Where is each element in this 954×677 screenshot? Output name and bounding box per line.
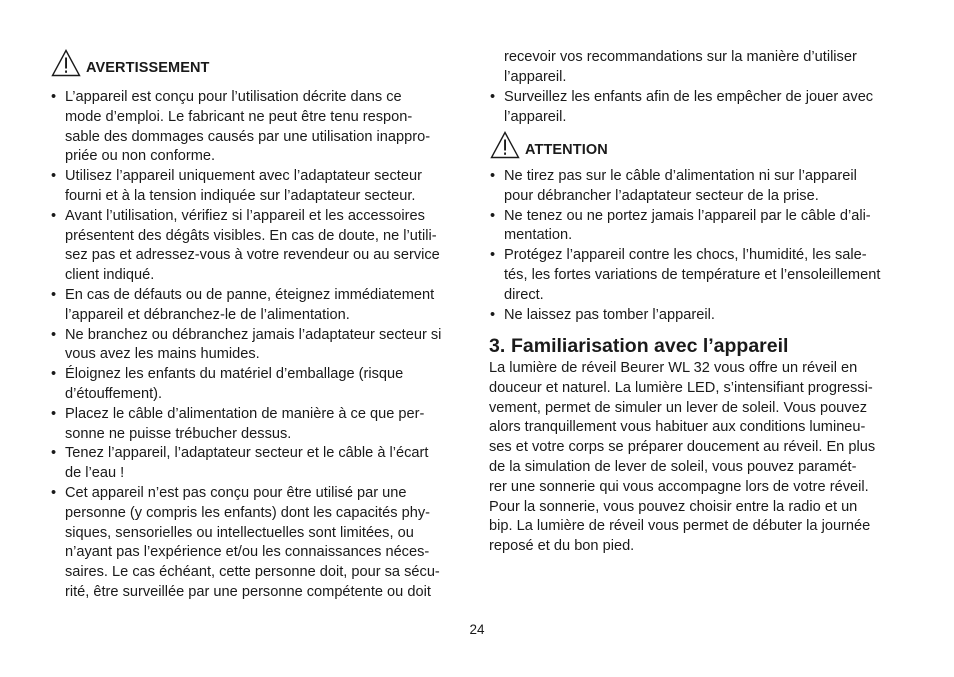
text-line: Pour la sonnerie, vous pouvez choisir entre la radio et un bbox=[489, 498, 858, 515]
list-item-line: sonne ne puisse trébucher dessus. bbox=[65, 425, 292, 442]
list-item-line: sable des dommages causés par une utilisation inappro- bbox=[65, 128, 431, 145]
attention-title: ATTENTION bbox=[525, 142, 608, 158]
attention-list bbox=[487, 167, 907, 325]
list-item-line: • Avant l’utilisation, vérifiez si l’appareil et les accessoires bbox=[65, 207, 425, 224]
list-item-line: saires. Le cas échéant, cette personne doit, pour sa sécu- bbox=[65, 564, 440, 581]
text-line: de la simulation de lever de soleil, vous pouvez paramét- bbox=[489, 458, 857, 475]
list-item-line: rité, être surveillée par une personne compétente ou doit bbox=[65, 583, 431, 600]
list-item-line: l’appareil et débranchez-le de l’alimentation. bbox=[65, 306, 350, 323]
list-item bbox=[487, 306, 907, 326]
list-item-line: vous avez les mains humides. bbox=[65, 346, 260, 363]
list-item-line: siques, sensorielles ou intellectuelles sont limitées, ou bbox=[65, 524, 414, 541]
list-item bbox=[48, 405, 468, 445]
list-item-line: • Placez le câble d’alimentation de manière à ce que per- bbox=[65, 405, 425, 422]
list-item-line: présentent des dégâts visibles. En cas de doute, ne l’utili- bbox=[65, 227, 437, 244]
list-item-line: client indiqué. bbox=[65, 267, 155, 284]
list-item bbox=[48, 167, 468, 207]
list-item bbox=[48, 326, 468, 366]
list-item-line: • En cas de défauts ou de panne, éteignez immédiatement bbox=[65, 286, 435, 303]
section-paragraph bbox=[489, 359, 875, 557]
list-item-line: • Protégez l’appareil contre les chocs, l’humidité, les sale- bbox=[504, 247, 867, 264]
warning-list-continued bbox=[487, 88, 907, 128]
list-item bbox=[48, 444, 468, 484]
list-item-line: • Ne tenez ou ne portez jamais l’appareil par le câble d’ali- bbox=[504, 207, 871, 224]
section-number: 3. bbox=[489, 335, 506, 357]
list-item-line: • Cet appareil n’est pas conçu pour être utilisé par une bbox=[65, 484, 407, 501]
text-line: La lumière de réveil Beurer WL 32 vous offre un réveil en bbox=[489, 360, 858, 376]
list-item bbox=[48, 365, 468, 405]
list-item-line: fourni et à la tension indiquée sur l’adaptateur secteur. bbox=[65, 187, 416, 204]
list-item-line: personne (y compris les enfants) dont les capacités phy- bbox=[65, 504, 431, 521]
list-item-line: • Tenez l’appareil, l’adaptateur secteur et le câble à l’écart bbox=[65, 445, 429, 462]
text-line: recevoir vos recommandations sur la manière d’utiliser bbox=[504, 49, 857, 65]
section-heading bbox=[489, 334, 788, 358]
list-item-line: • Ne laissez pas tomber l’appareil. bbox=[504, 306, 715, 323]
list-item bbox=[48, 484, 468, 603]
text-line: reposé et du bon pied. bbox=[489, 538, 635, 555]
list-item-line: mentation. bbox=[504, 227, 573, 244]
attention-heading bbox=[490, 131, 608, 159]
list-item-line: l’appareil. bbox=[504, 108, 567, 125]
list-item-line: mode d’emploi. Le fabricant ne peut être tenu respon- bbox=[65, 108, 413, 125]
warning-heading bbox=[51, 49, 210, 77]
list-item-line: d’étouffement). bbox=[65, 385, 163, 402]
list-item bbox=[48, 286, 468, 326]
list-item bbox=[487, 167, 907, 207]
page-number: 24 bbox=[469, 622, 485, 637]
list-item-line: • Éloignez les enfants du matériel d’emballage (risque bbox=[65, 366, 404, 383]
section-title: Familiarisation avec l’appareil bbox=[511, 335, 789, 357]
text-line: douceur et naturel. La lumière LED, s’intensifiant progressi- bbox=[489, 379, 873, 396]
list-item-line: priée ou non conforme. bbox=[65, 148, 216, 165]
text-line: bip. La lumière de réveil vous permet de débuter la journée bbox=[489, 518, 871, 535]
list-item bbox=[48, 88, 468, 167]
list-item-line: • Ne tirez pas sur le câble d’alimentation ni sur l’appareil bbox=[504, 168, 857, 184]
list-item bbox=[487, 207, 907, 247]
warning-title: AVERTISSEMENT bbox=[86, 60, 210, 76]
list-item-line: sez pas et adressez-vous à votre revendeur ou au service bbox=[65, 247, 440, 264]
list-item-line: direct. bbox=[504, 286, 544, 303]
list-item bbox=[487, 88, 907, 128]
list-item-line: • L’appareil est conçu pour l’utilisation décrite dans ce bbox=[65, 89, 402, 105]
list-item-line: pour débrancher l’adaptateur secteur de la prise. bbox=[504, 187, 819, 204]
list-item bbox=[487, 246, 907, 305]
list-item-line: • Utilisez l’appareil uniquement avec l’adaptateur secteur bbox=[65, 168, 422, 185]
text-line: ses et votre corps se préparer doucement au réveil. En plus bbox=[489, 439, 876, 456]
warning-triangle-icon bbox=[490, 131, 520, 159]
list-item-line: de l’eau ! bbox=[65, 465, 125, 482]
list-item-line: • Ne branchez ou débranchez jamais l’adaptateur secteur si bbox=[65, 326, 442, 343]
list-item-line: n’ayant pas l’expérience et/ou les connaissances néces- bbox=[65, 544, 430, 561]
text-line: rer une sonnerie qui vous accompagne lors de votre réveil. bbox=[489, 478, 869, 495]
list-item-line: tés, les fortes variations de température et l’ensoleillement bbox=[504, 266, 881, 283]
text-line: l’appareil. bbox=[504, 68, 567, 85]
continued-text bbox=[504, 48, 857, 88]
text-line: vement, permet de simuler un lever de soleil. Vous pouvez bbox=[489, 399, 868, 416]
list-item bbox=[48, 207, 468, 286]
warning-triangle-icon bbox=[51, 49, 81, 77]
text-line: alors tranquillement vous habituer aux conditions lumineu- bbox=[489, 419, 866, 436]
warning-list bbox=[48, 88, 468, 603]
list-item-line: • Surveillez les enfants afin de les empêcher de jouer avec bbox=[504, 89, 874, 105]
